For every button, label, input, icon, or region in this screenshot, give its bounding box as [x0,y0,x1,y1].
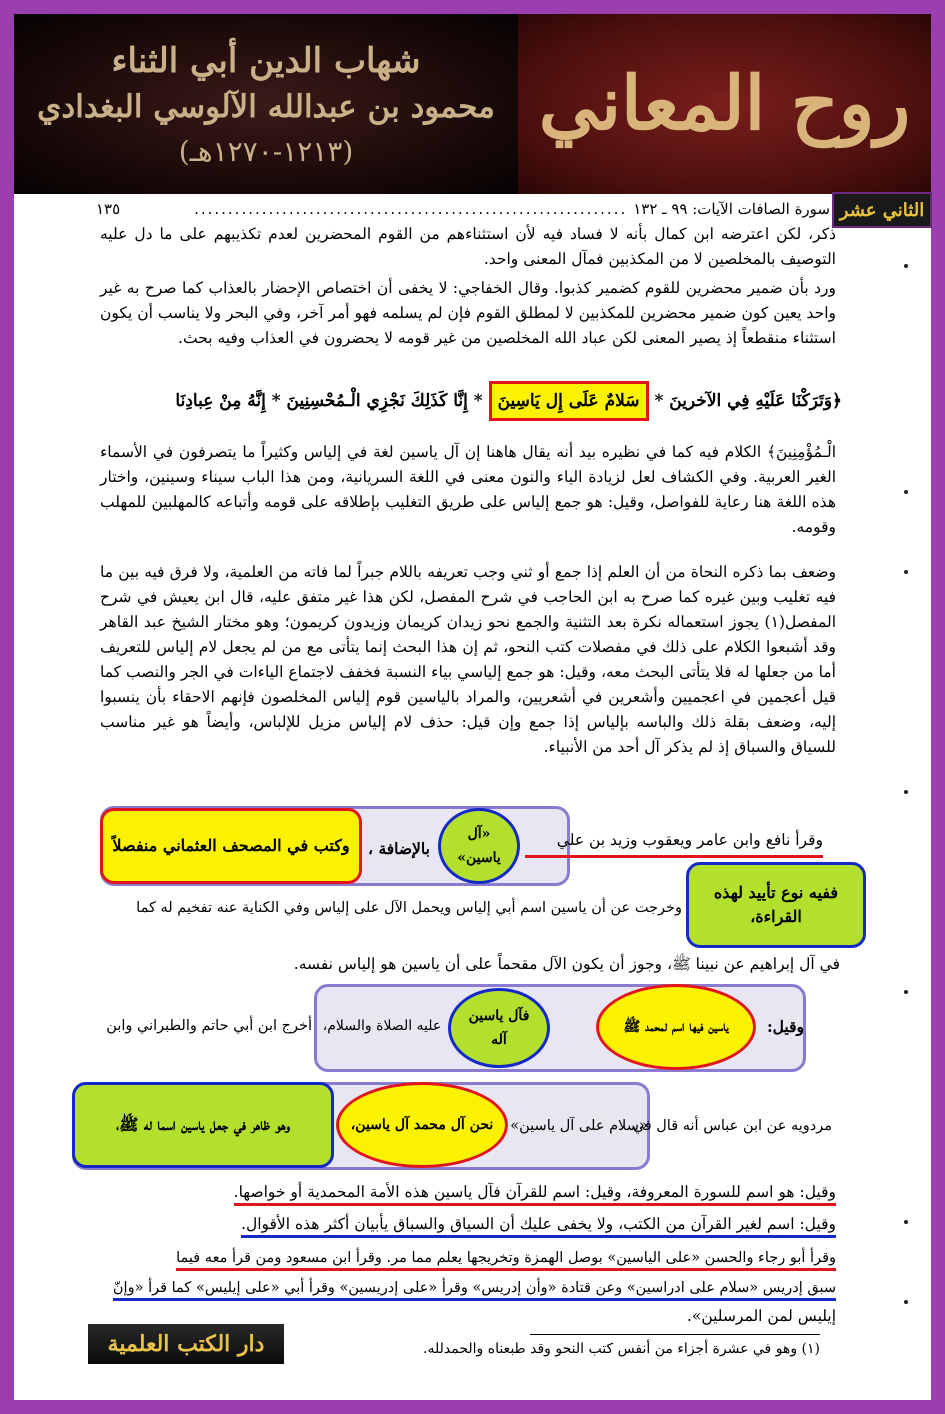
row1-reading-text: وقرأ نافع وابن عامر ويعقوب وزيد بن علي [525,828,823,858]
row5-quote: «سلام على آل ياسين» [510,1118,648,1134]
row4-oval-1: ياسين فيها اسم لمحمد ﷺ [596,984,756,1070]
author-line-1: شهاب الدين أبي الثناء [111,40,421,81]
row1-between-text: بالإضافة ، [368,839,430,858]
margin-dot [904,570,908,574]
margin-dot [904,1220,908,1224]
ayah-part-1: ﴿وَتَرَكْنَا عَلَيْهِ فِي الآخرينَ * [648,391,842,411]
paragraph-4: وضعف بما ذكره النحاة من أن العلم إذا جمع أو ثني وجب تعريفه باللام جبراً لما فاته من العلمية، ولا فرق فيه بين ما فيه تغليب وبين غيره كما صرح به ابن الحاجب في شرح المفصل، لكن هذا غير متفق عليه، قال ابن يعيش في شرح المفصل(١) يجوز استعماله نكرة بعد التثنية والجمع نحو زيدان كريمان وزيدون كريمون؛ وهو مختار الشيخ عبد القاهر وقد أشبعوا الكلام على ذلك في مفصلات كتب النحو، ثم إن هذا البحث إنما يتأتى مع من لم يجعل لام إلياس للتعريف أما من جعلها له فلا يتأتى البحث معه، وقيل: هو جمع إلياسي بياء النسبة فخفف لاجتماع الياءات في الجر والنصب كما قيل أعجمين في اعجميين وأشعرين في أشعريين، والمراد بالياسين قوم إلياس المخلصون فإنهم الاحقاء بأن ينسبوا إليه، وضعف بقلة ذلك والباسه بإلياس إذا جمع وإن قيل: حذف لام إلياس مزيل للإلباس، وأيضاً هو غير مناسب للسياق والسباق إذ لم يذكر آل أحد من الأنبياء. [100,563,836,756]
row4-rest: عليه الصلاة والسلام، [322,1018,442,1034]
page-number: ١٣٥ [96,200,121,218]
row10-text: إيليس لمن المرسلين». [686,1307,836,1325]
row4-oval-2: فآل ياسين آله [448,988,550,1068]
publisher-logo: دار الكتب العلمية [88,1324,284,1364]
row1-box: وكتب في المصحف العثماني منفصلاً [100,808,362,884]
row7-line: وقيل: اسم لغير القرآن من الكتب، ولا يخفى عليك أن السياق والسباق يأبيان أكثر هذه الأقوال. [241,1215,836,1238]
row5-text: مردويه عن ابن عباس أنه قال في [632,1118,832,1134]
row9-text [96,1276,836,1301]
margin-dot [904,1300,908,1304]
volume-label: الثاني عشر [832,192,932,228]
row5-oval: نحن آل محمد آل ياسين، [336,1082,508,1168]
header-dots: ................................................................ [194,200,628,218]
margin-dot [904,990,908,994]
margin-dots [900,200,914,1400]
paragraph-3: الْـمُؤْمِنِينَ﴾ الكلام فيه كما في نظيره بيد أنه يقال هاهنا إن آل ياسين لغة في إلياس وكثيراً ما يتصرفون في الأسماء الغير العربية. وفي الكشاف لعل لزيادة الياء والنون معنى في اللغة السريانية، ومن هذا الباب سيناء وسينين، واختار هذه اللغة هنا رعاية للفواصل، وقيل: هو جمع إلياس على طريق التغليب بإطلاقه على قومه وأتباعه كالمهلبين للمهلب وقومه. [100,443,836,536]
row8-line: وقرأ أبو رجاء والحسن «على الياسين» بوصل الهمزة وتخريجها يعلم مما مر. وقرأ ابن مسعود ومن قرأ معه فيما [176,1250,836,1271]
book-title: روح المعاني [538,61,911,147]
row3-text: في آل إبراهيم عن نبينا ﷺ، وجوز أن يكون الآل مقحماً على أن ياسين هو إلياس نفسه. [293,955,840,973]
author-panel [14,14,518,194]
row4-start: وقيل: [766,1017,804,1036]
margin-dot [904,490,908,494]
row2-text: وخرجت عن أن ياسين اسم أبي إلياس ويحمل الآل على إلياس وفي الكناية عنه تفخيم له كما [136,900,682,916]
author-dates: (١٢١٣-١٢٧٠هـ) [178,134,354,168]
row7-text [100,1212,836,1237]
row2-box: ففيه نوع تأييد لهذه القراءة، [686,862,866,948]
row6-text [100,1180,836,1205]
margin-dot [904,264,908,268]
margin-dot [904,790,908,794]
author-line-2: محمود بن عبدالله الآلوسي البغدادي [37,88,495,125]
footnote-rule [530,1334,820,1335]
surah-range: سورة الصافات الآيات: ٩٩ ـ ١٣٢ [633,200,830,218]
footnote: (١) وهو في عشرة أجزاء من أنفس كتب النحو وقد طبعناه والحمدلله. [423,1341,820,1357]
ayah-part-2: * إِنَّا كَذَلِكَ نَجْزِي الْـمُحْسِنِينَ * إِنَّهُ مِنْ عِبادِنَا [175,391,489,411]
row6-line: وقيل: هو اسم للسورة المعروفة، وقيل: اسم للقرآن فآل ياسين هذه الأمة المحمدية أو خواصها. [234,1183,836,1206]
paragraph-1: ذكر، لكن اعترضه ابن كمال بأنه لا فساد فيه لأن استثناءهم من القوم المحضرين لعدم تكذيبهم على ما دل عليه التوصيف بالمخلصين لا من المكذبين فمآل المعنى واحد. [100,225,836,268]
ayah-highlight-box: سَلامٌ عَلَى إِل يَاسِينَ [489,381,649,421]
paragraph-2: ورد بأن ضمير محضرين للقوم كضمير كذبوا. وقال الخفاجي: لا يخفى أن اختصاص الإحضار بالعذاب كما صرح به غير واحد يعين كون ضمير محضرين للمكذبين لا لمطلق القوم فإن لم يسلمه فهو أمر آخر، وفي البحر ولا يناسب أن يكون استثناء منقطعاً إذ يصير المعنى لكن عباد الله المخلصين من غير قومه لا يحضرون في العذاب وفيه بحث. [100,279,836,347]
running-header [96,200,830,222]
row4-text: أخرج ابن أبي حاتم والطبراني وابن [106,1018,312,1034]
book-banner [14,14,931,194]
row1-oval: «آل ياسين» [438,808,520,884]
row8-text [96,1246,836,1271]
row9-line: سبق إدريس «سلام على ادراسين» وعن قتادة «وأن إدريس» وقرأ «على إدريسين» وقرأ أبي «على إيليس» كما قرأ «وإنّ [113,1280,836,1301]
row5-box: وهو ظاهر في جعل ياسين اسما له ﷺ، [72,1082,334,1168]
ayah-line [104,381,842,421]
title-panel [518,14,931,194]
